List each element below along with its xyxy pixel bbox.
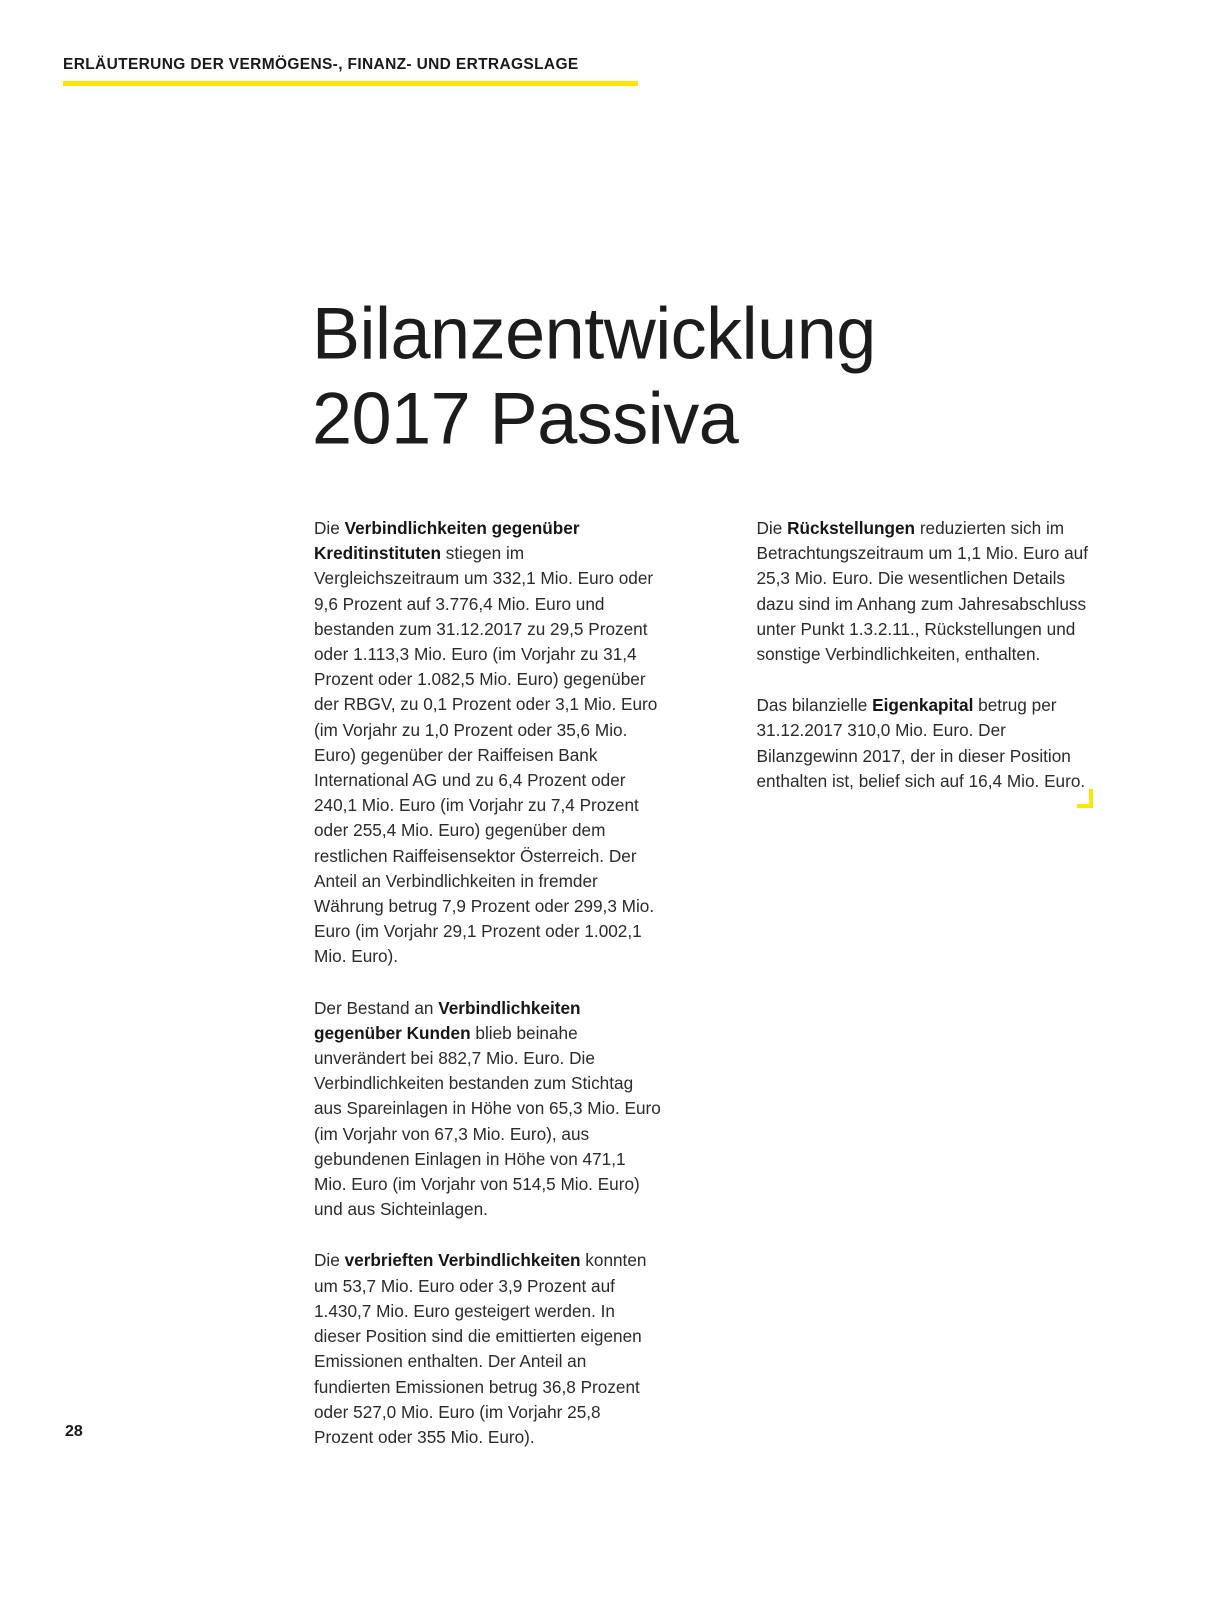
paragraph-rest: betrug per 31.12.2017 310,0 Mio. Euro. Der Bilanzgewinn 2017, der in dieser Position enthalten ist, belief sich auf 16,4 Mio. Euro. (756, 695, 1086, 791)
paragraph-verbindlichkeiten-kreditinstitute (314, 516, 662, 970)
paragraph-rest: reduzierten sich im Betrachtungszeitraum um 1,1 Mio. Euro auf 25,3 Mio. Euro. Die wesentlichen Details dazu sind im Anhang zum Jahresabschluss unter Punkt 1.3.2.11., Rückstellungen und sonstige Verbindlichkeiten, enthalten. (756, 518, 1088, 665)
paragraph-lead-bold: verbrieften Verbindlichkeiten (344, 1250, 581, 1271)
paragraph-lead-plain: Der Bestand an (314, 997, 439, 1018)
corner-bracket-icon (1077, 789, 1093, 808)
running-header-title: ERLÄUTERUNG DER VERMÖGENS-, FINANZ- UND ERTRAGSLAGE (63, 56, 579, 73)
paragraph-lead-plain: Die (756, 518, 788, 538)
page-title-line-2: 2017 Passiva (312, 378, 739, 460)
paragraph-rest: blieb beinahe unverändert bei 882,7 Mio. Euro. Die Verbindlichkeiten bestanden zum Stichtag aus Spareinlagen in Höhe von 65,3 Mio. Euro (im Vorjahr von 67,3 Mio. Euro), aus gebundenen Einlagen in Höhe von 471,1 Mio. Euro (im Vorjahr von 514,5 Mio. Euro) und aus Sichteinlagen. (314, 1022, 661, 1220)
paragraph-eigenkapital (757, 693, 1105, 794)
running-header (63, 56, 763, 86)
paragraph-lead-plain: Das bilanzielle (756, 695, 873, 716)
paragraph-lead-bold: Eigenkapital (872, 695, 974, 716)
paragraph-rest: stiegen im Vergleichszeitraum um 332,1 Mio. Euro oder 9,6 Prozent auf 3.776,4 Mio. Euro und bestanden zum 31.12.2017 zu 29,5 Prozent oder 1.113,3 Mio. Euro (im Vorjahr zu 31,4 Prozent oder 1.082,5 Mio. Euro) gegenüber der RBGV, zu 0,1 Prozent oder 3,1 Mio. Euro (im Vorjahr zu 1,0 Prozent oder 35,6 Mio. Euro) gegenüber der Raiffeisen Bank International AG und zu 6,4 Prozent oder 240,1 Mio. Euro (im Vorjahr zu 7,4 Prozent oder 255,4 Mio. Euro) gegenüber dem restlichen Raiffeisensektor Österreich. Der Anteil an Verbindlichkeiten in fremder Währung betrug 7,9 Prozent oder 299,3 Mio. Euro (im Vorjahr 29,1 Prozent oder 1.002,1 Mio. Euro). (314, 543, 658, 967)
paragraph-lead-bold: Verbindlichkeiten gegenüber Kunden (314, 997, 581, 1043)
page-number: 28 (65, 1423, 83, 1440)
page-title-line-1: Bilanzentwicklung (312, 293, 876, 375)
corner-bracket-horizontal-stroke (1077, 804, 1093, 808)
paragraph-rueckstellungen (757, 516, 1105, 667)
running-header-rule (63, 81, 638, 86)
paragraph-lead-bold: Rückstellungen (787, 518, 916, 538)
left-column (314, 516, 662, 1450)
paragraph-lead-bold: Verbindlichkeiten gegenüber Kreditinstituten (314, 518, 580, 564)
body-columns (314, 516, 1104, 1450)
paragraph-lead-plain: Die (314, 518, 345, 538)
paragraph-lead-plain: Die (314, 1250, 345, 1271)
paragraph-rest: konnten um 53,7 Mio. Euro oder 3,9 Prozent auf 1.430,7 Mio. Euro gesteigert werden. In dieser Position sind die emittierten eigenen Emissionen enthalten. Der Anteil an fundierten Emissionen betrug 36,8 Prozent oder 527,0 Mio. Euro (im Vorjahr 25,8 Prozent oder 355 Mio. Euro). (314, 1250, 647, 1447)
paragraph-verbriefte-verbindlichkeiten (314, 1248, 662, 1450)
right-column (757, 516, 1105, 1450)
page-title (312, 291, 1112, 461)
paragraph-verbindlichkeiten-kunden (314, 996, 662, 1223)
